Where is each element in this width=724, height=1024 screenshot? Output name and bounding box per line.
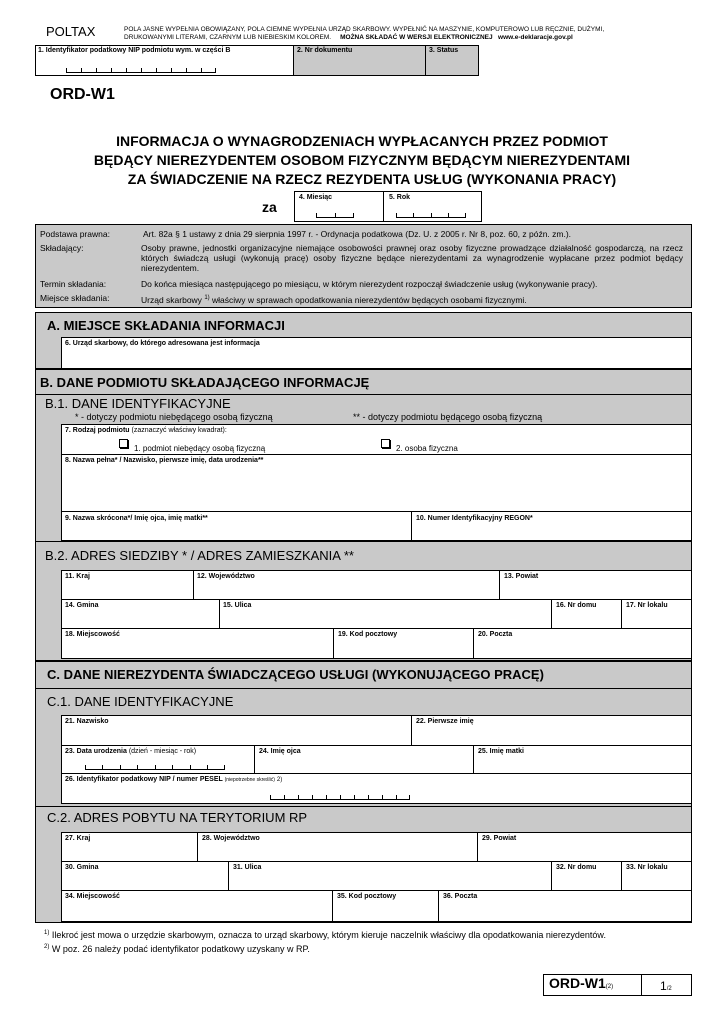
surname-field[interactable] — [61, 715, 412, 746]
nip-field-label: 1. Identyfikator podatkowy NIP podmiotu wym. w części B — [38, 47, 231, 54]
note-non-person: * - dotyczy podmiotu niebędącego osobą fizyczną — [75, 412, 273, 422]
place-label: Miejsce składania: — [40, 293, 110, 303]
title-line-2: BĘDĄCY NIEREZYDENTEM OSOBOM FIZYCZNYM BĘDĄCYM NIEREZYDENTAMI — [93, 152, 631, 168]
flat-no-b-label: 17. Nr lokalu — [626, 602, 668, 609]
nip-pesel-input[interactable] — [270, 796, 410, 800]
voivodeship-b-label: 12. Województwo — [197, 573, 255, 580]
header-notice-2 — [124, 34, 573, 42]
footnote-1-text: Ilekroć jest mowa o urzędzie skarbowym, oznacza to urząd skarbowy, którym kieruje naczelnik właściwy dla opodatkowania nierezydentów. — [51, 930, 606, 940]
basis-text: Art. 82a § 1 ustawy z dnia 29 sierpnia 1997 r. - Ordynacja podatkowa (Dz. U. z 2005 r. Nr 8, poz. 60, z późn. zm.). — [143, 229, 572, 239]
short-name-label: 9. Nazwa skrócona*/ Imię ojca, imię matki** — [65, 515, 208, 522]
header-notice-1: POLA JASNE WYPEŁNIA OBOWIĄZANY, POLA CIEMNE WYPEŁNIA URZĄD SKARBOWY. WYPEŁNIĆ NA MASZYNIE, KOMPUTEROWO LUB RĘCZNIE, DUŻYMI, — [124, 26, 605, 33]
b1-title: B.1. DANE IDENTYFIKACYJNE — [45, 396, 231, 411]
brand: POLTAX — [46, 24, 96, 39]
entity-type-option-2: 2. osoba fizyczna — [396, 444, 458, 453]
street-c-field[interactable] — [228, 861, 552, 891]
b2-title: B.2. ADRES SIEDZIBY * / ADRES ZAMIESZKANIA ** — [45, 548, 354, 563]
month-label: 4. Miesiąc — [299, 194, 333, 201]
voivodeship-c-label: 28. Województwo — [202, 835, 260, 842]
footnote-2-mark: 2) — [44, 944, 50, 950]
footnote-1-mark: 1) — [44, 930, 50, 936]
footnote-2 — [44, 944, 310, 954]
nip-pesel-label: 26. Identyfikator podatkowy NIP / numer PESEL $^{(niepotrzebne skreślić)}$ 2) — [65, 776, 283, 783]
surname-label: 21. Nazwisko — [65, 718, 109, 725]
entity-type-checkbox-2[interactable] — [381, 439, 390, 448]
postal-code-b-label: 19. Kod pocztowy — [338, 631, 398, 638]
place-text-a: Urząd skarbowy — [141, 294, 202, 305]
first-name-label: 22. Pierwsze imię — [416, 718, 474, 725]
city-b-label: 18. Miejscowość — [65, 631, 120, 638]
entity-type-checkbox-1[interactable] — [119, 439, 128, 448]
section-a-title: A. MIEJSCE SKŁADANIA INFORMACJI — [47, 318, 285, 333]
post-office-b-label: 20. Poczta — [478, 631, 513, 638]
header-notice-2a: DRUKOWANYMI LITERAMI, CZARNYM LUB NIEBIESKIM KOLOREM. — [124, 34, 332, 41]
page-number: 1/2 — [660, 979, 672, 993]
deadline-text: Do końca miesiąca następującego po miesiącu, w którym nierezydent rozpoczął świadczenie usług (wykonywanie pracy). — [141, 279, 598, 289]
doc-number-label: 2. Nr dokumentu — [297, 47, 353, 54]
house-no-b-label: 16. Nr domu — [556, 602, 597, 609]
entity-type-option-1: 1. podmiot niebędący osobą fizyczną — [134, 444, 266, 453]
country-c-label: 27. Kraj — [65, 835, 91, 842]
birth-date-input[interactable] — [85, 766, 225, 770]
entity-type-label: 7. Rodzaj podmiotu (zaznaczyć właściwy kwadrat): — [65, 427, 227, 434]
status-label: 3. Status — [429, 47, 459, 54]
form-code: ORD-W1 — [50, 86, 115, 103]
place-footnote-ref: 1) — [204, 295, 210, 301]
nip-input[interactable] — [66, 69, 216, 73]
note-person: ** - dotyczy podmiotu będącego osobą fizyczną — [353, 412, 543, 422]
year-label: 5. Rok — [389, 194, 411, 201]
county-c-label: 29. Powiat — [482, 835, 517, 842]
filer-text: Osoby prawne, jednostki organizacyjne niemające osobowości prawnej oraz osoby fizyczne prowadzące działalność gospodarczą, na rzecz których świadczą usługi (wykonują pracę) osoby fizyczne będące nierezydentami za wynagrodzenie wypłacane przez podmiot będący nierezydentem. — [141, 243, 683, 273]
deadline-label: Termin składania: — [40, 279, 107, 289]
post-office-c-label: 36. Poczta — [443, 893, 478, 900]
section-b-title: B. DANE PODMIOTU SKŁADAJĄCEGO INFORMACJĘ — [40, 375, 370, 390]
za-label: za — [262, 199, 277, 215]
tax-office-label: 6. Urząd skarbowy, do którego adresowana jest informacja — [65, 340, 260, 347]
footer-form-code: ORD-W1(2) — [549, 975, 614, 991]
city-c-label: 34. Miejscowość — [65, 893, 120, 900]
title-line-3: ZA ŚWIADCZENIE NA RZECZ REZYDENTA USŁUG (WYKONANIA PRACY) — [127, 171, 617, 187]
commune-c-label: 30. Gmina — [65, 864, 99, 871]
title-line-1: INFORMACJA O WYNAGRODZENIACH WYPŁACANYCH PRZEZ PODMIOT — [116, 133, 608, 149]
flat-no-c-label: 33. Nr lokalu — [626, 864, 668, 871]
header-notice-2c: www.e-deklaracje.gov.pl — [498, 34, 573, 41]
street-c-label: 31. Ulica — [233, 864, 262, 871]
street-b-label: 15. Ulica — [223, 602, 252, 609]
full-name-label: 8. Nazwa pełna* / Nazwisko, pierwsze imię, data urodzenia** — [65, 457, 264, 464]
month-input[interactable] — [316, 214, 354, 218]
birth-date-label: 23. Data urodzenia (dzień - miesiąc - rok) — [65, 748, 197, 755]
year-input[interactable] — [396, 214, 466, 218]
country-b-label: 11. Kraj — [65, 573, 90, 580]
c1-title: C.1. DANE IDENTYFIKACYJNE — [47, 694, 234, 709]
place-text-b: właściwy w sprawach opodatkowania nierezydentów będących osobami fizycznymi. — [212, 294, 527, 305]
basis-label: Podstawa prawna: — [40, 229, 110, 239]
county-b-label: 13. Powiat — [504, 573, 539, 580]
footnote-2-text: W poz. 26 należy podać identyfikator podatkowy uzyskany w RP. — [51, 944, 310, 954]
footnote-1 — [44, 930, 606, 940]
mother-name-label: 25. Imię matki — [478, 748, 524, 755]
place-text — [141, 293, 686, 305]
street-b-field[interactable] — [219, 599, 552, 629]
c2-title: C.2. ADRES POBYTU NA TERYTORIUM RP — [47, 810, 308, 825]
postal-code-c-label: 35. Kod pocztowy — [337, 893, 397, 900]
header-notice-2b: MOŻNA SKŁADAĆ W WERSJI ELEKTRONICZNEJ — [340, 34, 493, 41]
house-no-c-label: 32. Nr domu — [556, 864, 597, 871]
commune-b-label: 14. Gmina — [65, 602, 99, 609]
father-name-label: 24. Imię ojca — [259, 748, 301, 755]
section-c-title: C. DANE NIEREZYDENTA ŚWIADCZĄCEGO USŁUGI (WYKONUJĄCEGO PRACĘ) — [47, 667, 544, 682]
filer-label: Składający: — [40, 243, 84, 253]
regon-label: 10. Numer Identyfikacyjny REGON* — [416, 515, 533, 522]
